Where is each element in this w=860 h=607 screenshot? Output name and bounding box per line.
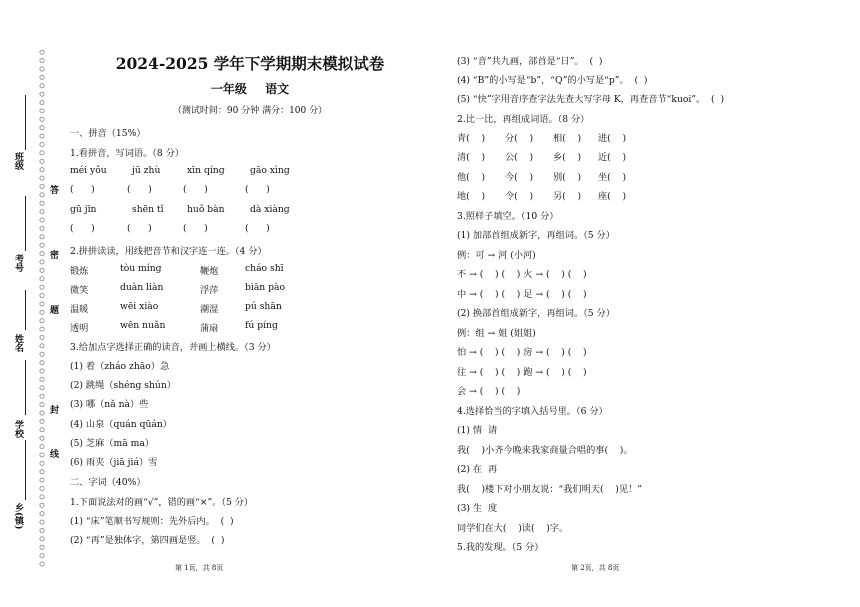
connect-item: 潮湿 <box>200 304 219 315</box>
seal-word-4: 封 <box>48 405 58 414</box>
question-item: (5) 芝麻（mā ma） <box>70 438 154 449</box>
question-item: (1) 情 请 <box>457 425 498 436</box>
connect-item: tòu míng <box>120 263 162 274</box>
pinyin-item: shēn tǐ <box>132 204 164 215</box>
question-item: (4) 山泉（quán qūán） <box>70 419 172 430</box>
seal-word-3: 题 <box>48 305 58 314</box>
connect-item: fú píng <box>245 320 278 331</box>
page-footer: 第 1页，共 8页 <box>175 564 224 572</box>
question-item: (3) 哪（nǎ nà）些 <box>70 399 149 410</box>
connect-item: wēn nuǎn <box>120 320 166 331</box>
connect-item: wēi xiào <box>120 301 159 312</box>
question-item: (3) “音”共九画，部首是“日”。 ( ) <box>457 56 603 67</box>
compare-item[interactable]: 分( ) <box>505 133 534 144</box>
compare-item[interactable]: 相( ) <box>553 133 582 144</box>
answer-blank[interactable]: ( ) <box>127 184 152 195</box>
example-line: 例：组 → 姐 (姐姐) <box>457 328 536 339</box>
question-heading: 3.照样子填空。（10 分） <box>457 211 559 222</box>
class-label: 班级 <box>13 152 23 170</box>
class-line <box>25 95 26 150</box>
question-item: (1) “床”笔顺书写规则：先外后内。 ( ) <box>70 516 234 527</box>
connect-item: 锻炼 <box>70 266 89 277</box>
exam-number-label: 考号 <box>13 254 23 272</box>
question-heading: 5.我的发现。（5 分） <box>457 542 544 553</box>
section-heading: 一、拼音（15%） <box>70 128 146 139</box>
compare-item[interactable]: 另( ) <box>553 191 582 202</box>
connect-item: biān pào <box>245 282 286 293</box>
question-heading: 2.比一比，再组成词语。（8 分） <box>457 114 590 125</box>
question-item: (1) 着（zháo zhāo）急 <box>70 361 170 372</box>
compare-item[interactable]: 座( ) <box>598 191 627 202</box>
question-item: (3) 生 度 <box>457 503 498 514</box>
pinyin-item: jū zhù <box>132 165 161 176</box>
compare-item[interactable]: 今( ) <box>505 172 534 183</box>
exam-meta: （测试时间：90 分钟 满分：100 分） <box>172 106 328 116</box>
compare-item[interactable]: 公( ) <box>505 152 534 163</box>
question-heading: 4.选择恰当的字填入括号里。（6 分） <box>457 406 608 417</box>
fill-line[interactable]: 中 → ( ) ( ) 足 → ( ) ( ) <box>457 289 587 300</box>
answer-blank[interactable]: ( ) <box>183 223 208 234</box>
question-item: (6) 雨夹（jiā jiá）雪 <box>70 457 158 468</box>
question-heading: 1.下面说法对的画“√”，错的画“×”。（5 分） <box>70 497 254 508</box>
question-item: (2) “再”是独体字，第四画是竖。 ( ) <box>70 535 225 546</box>
fill-line[interactable]: 我( )小齐今晚来我家商量合唱的事( )。 <box>457 445 633 456</box>
fill-line[interactable]: 我( )楼下对小朋友说：“我们明天( )见！” <box>457 484 642 495</box>
pinyin-item: xīn qíng <box>187 165 225 176</box>
question-heading: 1.看拼音，写词语。（8 分） <box>70 148 184 159</box>
fill-line[interactable]: 会 → ( ) ( ) <box>457 386 521 397</box>
question-item: (4) “B”的小写是“b”，“Q”的小写是“p”。 ( ) <box>457 75 648 86</box>
compare-item[interactable]: 他( ) <box>457 172 486 183</box>
compare-item[interactable]: 进( ) <box>598 133 627 144</box>
connect-item: duàn liàn <box>120 282 164 293</box>
exam-title: 2024-2025 学年下学期期末模拟试卷 <box>115 54 385 73</box>
connect-item: pú shān <box>245 301 282 312</box>
binding-dotted-line <box>38 48 46 568</box>
name-label: 姓名 <box>13 334 23 352</box>
compare-item[interactable]: 乡( ) <box>553 152 582 163</box>
connect-item: 浮萍 <box>200 285 219 296</box>
connect-item: 蒲扇 <box>200 323 219 334</box>
question-item: (5) “快”字用音序查字法先查大写字母 K，再查音节“kuoi”。 ( ) <box>457 94 725 105</box>
section-heading: 二、字词（40%） <box>70 477 146 488</box>
exam-subtitle: 一年级 语文 <box>210 82 290 96</box>
page-footer: 第 2页，共 8页 <box>571 564 620 572</box>
seal-word-2: 密 <box>48 250 58 259</box>
town-line <box>25 440 26 500</box>
connect-item: 透明 <box>70 323 89 334</box>
question-item: (2) 跳绳（shéng shún） <box>70 380 176 391</box>
town-label: 乡(镇) <box>13 503 23 530</box>
compare-item[interactable]: 清( ) <box>457 152 486 163</box>
question-item: (2) 换部首组成新字，再组词。（5 分） <box>457 308 615 319</box>
exam-number-line <box>25 196 26 251</box>
connect-item: cháo shī <box>245 263 284 274</box>
name-line <box>25 290 26 330</box>
fill-line[interactable]: 往 → ( ) ( ) 跑 → ( ) ( ) <box>457 367 587 378</box>
connect-item: 温暖 <box>70 304 89 315</box>
fill-line[interactable]: 怕 → ( ) ( ) 房 → ( ) ( ) <box>457 347 587 358</box>
school-line <box>25 360 26 415</box>
pinyin-item: gāo xìng <box>250 165 290 176</box>
question-item: (1) 加部首组成新字，再组词。（5 分） <box>457 230 615 241</box>
compare-item[interactable]: 坐( ) <box>598 172 627 183</box>
answer-blank[interactable]: ( ) <box>127 223 152 234</box>
pinyin-item: méi yǒu <box>70 165 107 176</box>
seal-word-1: 答 <box>48 185 58 194</box>
connect-item: 微笑 <box>70 285 89 296</box>
question-heading: 3.给加点字选择正确的读音，并画上横线。（3 分） <box>70 342 276 353</box>
fill-line[interactable]: 同学们在大( )读( )字。 <box>457 523 569 534</box>
question-item: (2) 在 再 <box>457 464 498 475</box>
compare-item[interactable]: 近( ) <box>598 152 627 163</box>
binding-margin <box>0 0 62 607</box>
answer-blank[interactable]: ( ) <box>245 223 270 234</box>
fill-line[interactable]: 不 → ( ) ( ) 火 → ( ) ( ) <box>457 269 587 280</box>
example-line: 例：可 → 河 (小河) <box>457 250 536 261</box>
answer-blank[interactable]: ( ) <box>245 184 270 195</box>
compare-item[interactable]: 令( ) <box>505 191 534 202</box>
answer-blank[interactable]: ( ) <box>70 223 95 234</box>
compare-item[interactable]: 别( ) <box>553 172 582 183</box>
compare-item[interactable]: 地( ) <box>457 191 486 202</box>
answer-blank[interactable]: ( ) <box>183 184 208 195</box>
connect-item: 鞭炮 <box>200 266 219 277</box>
pinyin-item: gū jīn <box>70 204 97 215</box>
pinyin-item: dà xiàng <box>250 204 290 215</box>
compare-item[interactable]: 青( ) <box>457 133 486 144</box>
school-label: 学校 <box>13 420 23 438</box>
question-heading: 2.拼拼读读，用线把音节和汉字连一连。（4 分） <box>70 246 267 257</box>
answer-blank[interactable]: ( ) <box>70 184 95 195</box>
seal-word-5: 线 <box>48 449 58 458</box>
pinyin-item: huǒ bàn <box>187 204 225 215</box>
